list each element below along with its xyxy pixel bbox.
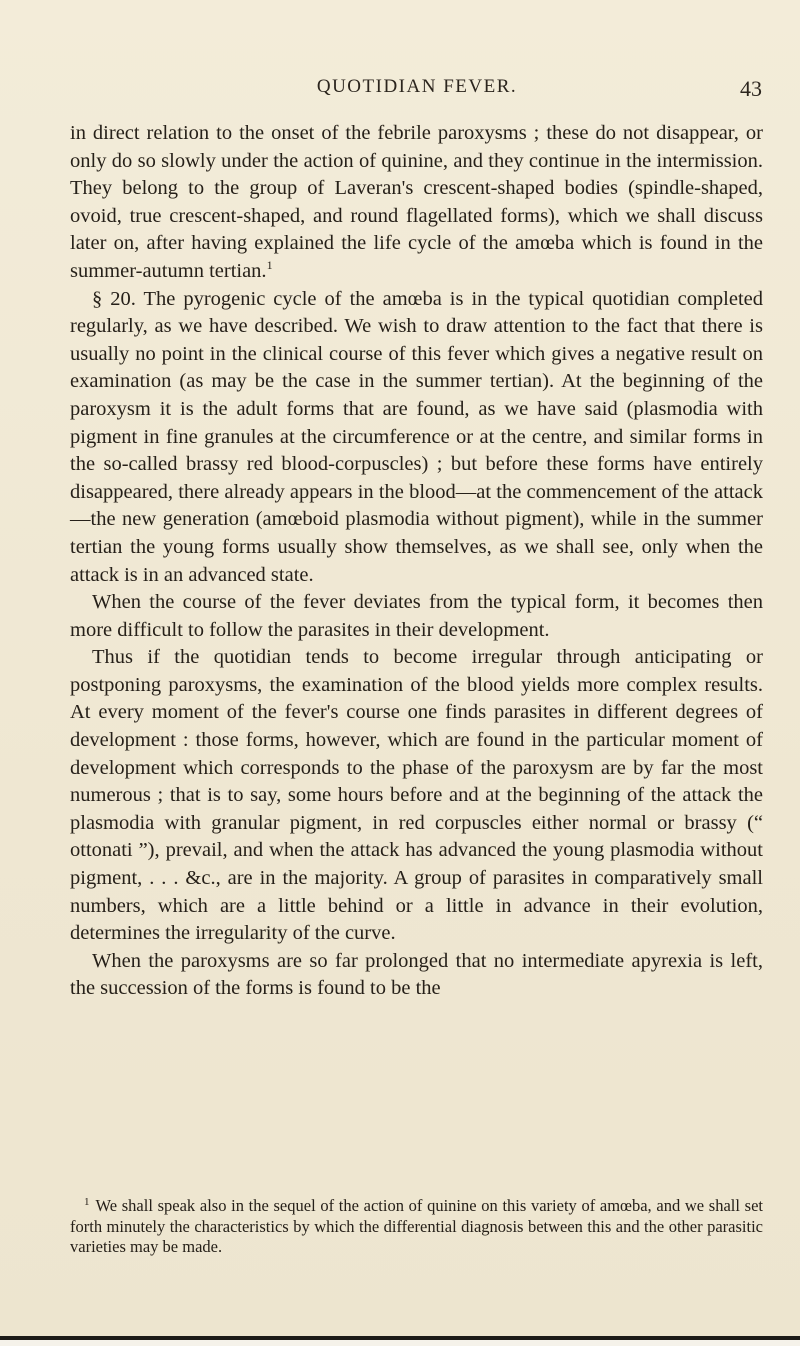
footnote-reference: 1	[266, 258, 273, 273]
paragraph-3: When the course of the fever deviates from the typical form, it becomes then more difficult to follow the parasites in their development.	[70, 591, 763, 641]
running-title: QUOTIDIAN FEVER.	[316, 76, 518, 97]
footnote-mark: 1	[84, 1196, 90, 1208]
body-text	[70, 120, 763, 1003]
running-head	[72, 76, 762, 104]
paragraph-2: § 20. The pyrogenic cycle of the amœba is in the typical quotidian completed regularly, as we have described. We wish to draw attention to the fact that there is usually no point in the clinical course of this fever which gives a negative result on examination (as may be the case in the summer tertian). At the beginning of the paroxysm it is the adult forms that are found, as we have said (plasmodia with pigment in fine granules at the circumference or at the centre, and similar forms in the so-called brassy red blood-corpuscles) ; but before these forms have entirely disappeared, there already appears in the blood—at the commencement of the attack—the new generation (amœboid plasmodia without pigment), while in the summer tertian the young forms usually show themselves, as we shall see, only when the attack is in an advanced state.	[70, 287, 763, 586]
page-number: 43	[740, 76, 762, 101]
scan-margin	[0, 1340, 800, 1346]
footnote-text: We shall speak also in the sequel of the action of quinine on this variety of amœba, and we shall set forth minutely the characteristics by which the differential diagnosis between this and the other parasitic varieties may be made.	[70, 1196, 763, 1256]
paragraph-1-text: in direct relation to the onset of the febrile paroxysms ; these do not disappear, or only do so slowly under the action of quinine, and they continue in the intermission. They belong to the group of Laveran's crescent-shaped bodies (spindle-shaped, ovoid, true crescent-shaped, and round flagellated forms), which we shall discuss later on, after having explained the life cycle of the amœba which is found in the summer-autumn tertian.	[70, 122, 763, 282]
paragraph-1	[70, 120, 763, 286]
paragraph-4: Thus if the quotidian tends to become irregular through anticipating or postponing paroxysms, the examination of the blood yields more complex results. At every moment of the fever's course one finds parasites in different degrees of development : those forms, however, which are found in the particular moment of development which corresponds to the phase of the paroxysm are by far the most numerous ; that is to say, some hours before and at the beginning of the attack the plasmodia with granular pigment, in red corpuscles either normal or brassy (“ ottonati ”), prevail, and when the attack has advanced the young plasmodia without pigment, . . . &c., are in the majority. A group of parasites in comparatively small numbers, which are a little behind or a little in advance in their evolution, determines the irregularity of the curve.	[70, 646, 763, 945]
footnote	[70, 1192, 763, 1258]
paragraph-5: When the paroxysms are so far prolonged that no intermediate apyrexia is left, the succession of the forms is found to be the	[70, 949, 763, 1000]
